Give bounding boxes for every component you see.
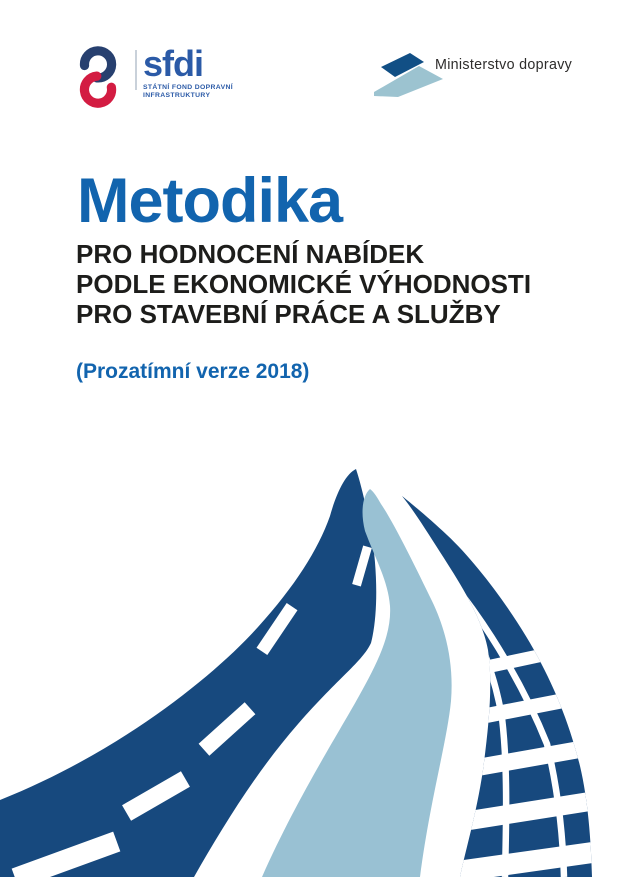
subtitle-line-3: PRO STAVEBNÍ PRÁCE A SLUŽBY (76, 299, 501, 329)
sfdi-wordmark: sfdi (143, 43, 204, 84)
ministry-name: Ministerstvo dopravy (435, 57, 573, 73)
subtitle-line-2: PODLE EKONOMICKÉ VÝHODNOSTI (76, 269, 532, 299)
page-title: Metodika (77, 166, 343, 236)
sfdi-subtext-line2: INFRASTRUKTURY (143, 92, 211, 100)
subtitle-line-1: PRO HODNOCENÍ NABÍDEK (76, 239, 425, 269)
version-note: (Prozatímní verze 2018) (76, 360, 310, 383)
sfdi-subtext-line1: STÁTNÍ FOND DOPRAVNÍ (143, 84, 233, 91)
